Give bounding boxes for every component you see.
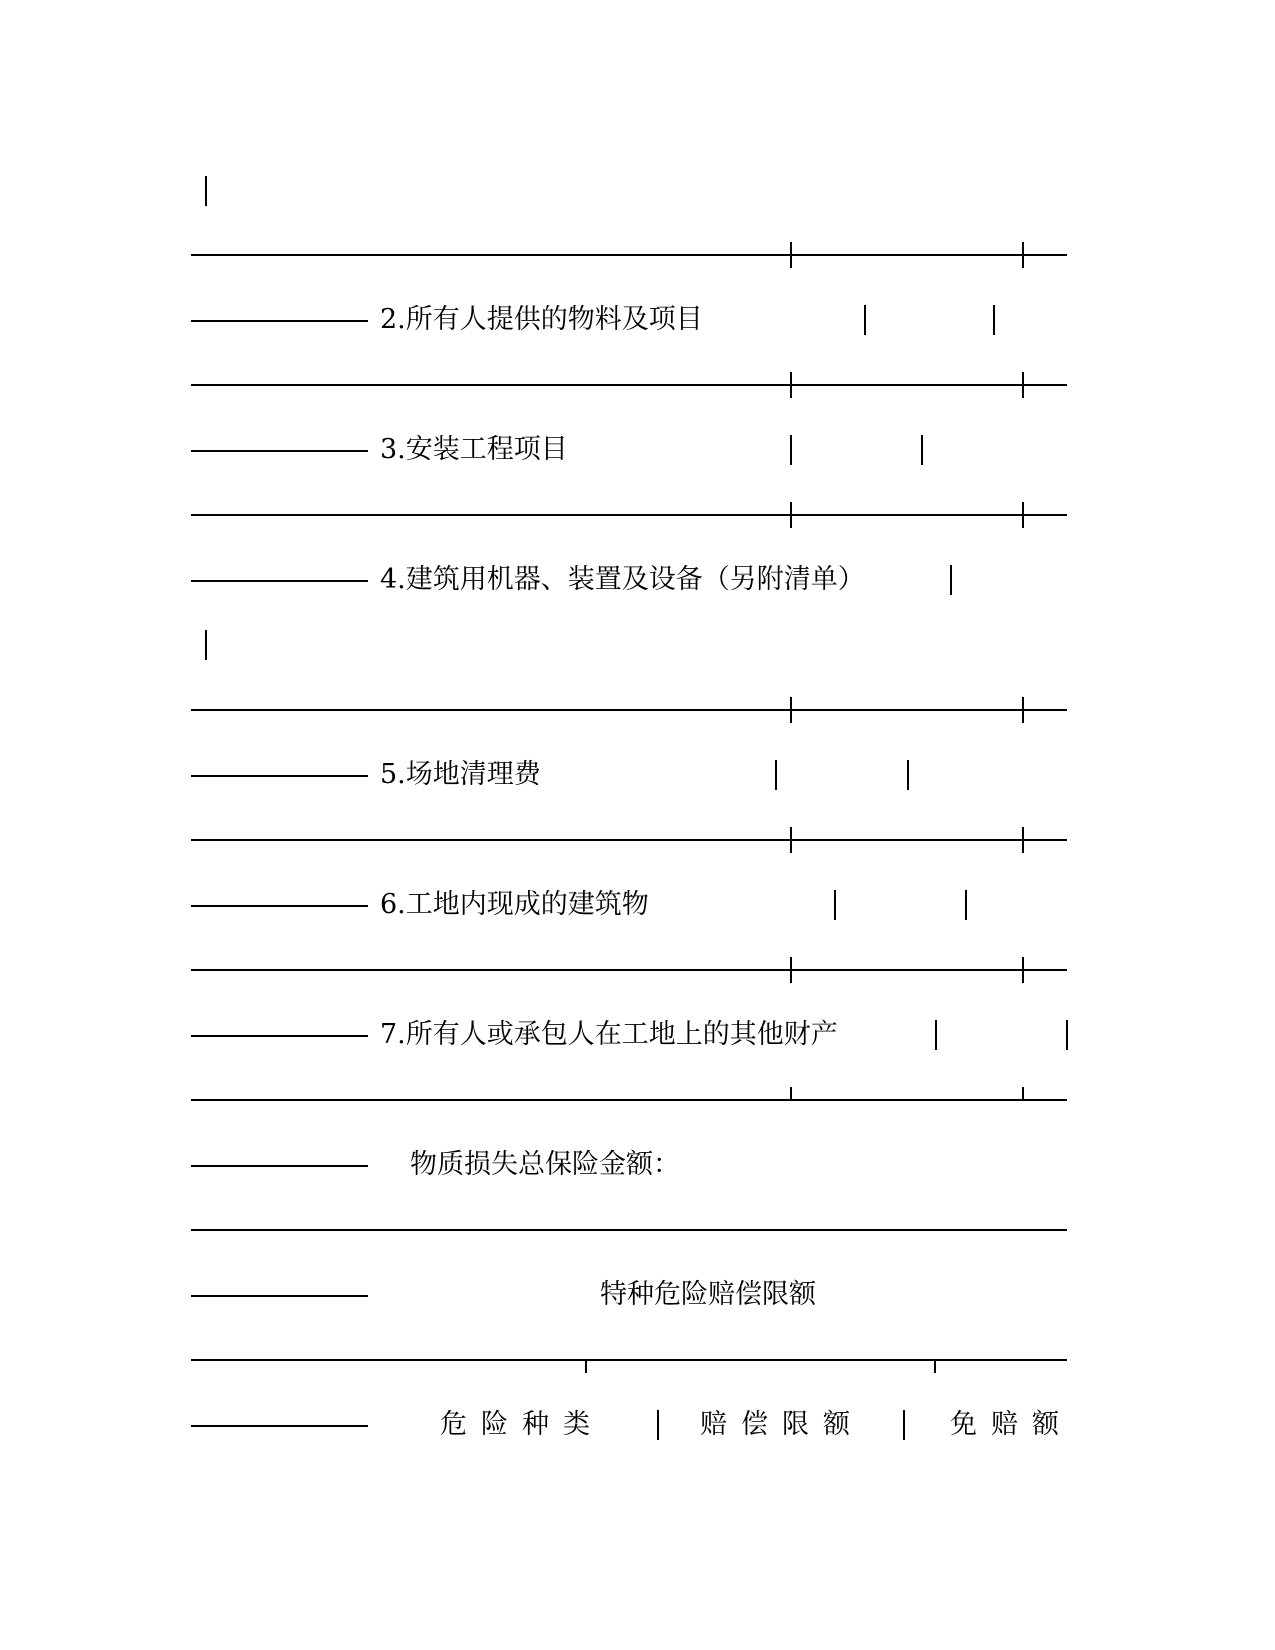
table-rule [191, 514, 1067, 516]
table-row-label: 7.所有人或承包人在工地上的其他财产 [380, 1019, 838, 1050]
table-cell-divider [864, 305, 866, 335]
row-leader-line [191, 450, 368, 452]
table-cell-divider [790, 435, 792, 465]
table-rule-tick [934, 1359, 936, 1373]
row-leader-line [191, 775, 368, 777]
table-cell-divider [1066, 1020, 1068, 1050]
table-rule [191, 254, 1067, 256]
table-row-label: 2.所有人提供的物料及项目 [380, 304, 703, 335]
table-rule-tick [1022, 957, 1024, 983]
table-rule-tick [585, 1359, 587, 1373]
column-header-deductible: 免赔额 [950, 1409, 1073, 1440]
table-cell-divider [965, 890, 967, 920]
table-border-bar [205, 176, 207, 206]
special-risk-title: 特种危险赔偿限额 [600, 1279, 816, 1310]
table-rule-tick [1022, 1087, 1024, 1101]
table-rule-tick [790, 957, 792, 983]
table-rule-tick [1022, 502, 1024, 528]
table-rule [191, 1229, 1067, 1231]
table-border-bar [205, 630, 207, 660]
row-leader-line [191, 580, 368, 582]
table-rule-tick [790, 242, 792, 268]
table-rule [191, 384, 1067, 386]
table-rule-tick [790, 697, 792, 723]
row-leader-line [191, 1425, 368, 1427]
table-rule-tick [790, 827, 792, 853]
table-rule-tick [1022, 827, 1024, 853]
table-cell-divider [935, 1020, 937, 1050]
table-rule [191, 709, 1067, 711]
table-cell-divider [903, 1410, 905, 1440]
table-rule-tick [790, 502, 792, 528]
table-cell-divider [657, 1410, 659, 1440]
table-rule [191, 839, 1067, 841]
table-cell-divider [950, 565, 952, 595]
table-rule-tick [1022, 372, 1024, 398]
table-rule-tick [1022, 242, 1024, 268]
table-cell-divider [834, 890, 836, 920]
table-row-label: 5.场地清理费 [380, 759, 541, 790]
total-insured-amount-label: 物质损失总保险金额： [410, 1149, 680, 1180]
row-leader-line [191, 320, 368, 322]
row-leader-line [191, 905, 368, 907]
table-rule [191, 1099, 1067, 1101]
table-rule-tick [790, 1087, 792, 1101]
table-row-label: 3.安装工程项目 [380, 434, 568, 465]
column-header-limit: 赔偿限额 [700, 1409, 864, 1440]
table-cell-divider [775, 760, 777, 790]
table-cell-divider [907, 760, 909, 790]
row-leader-line [191, 1035, 368, 1037]
table-rule-tick [790, 372, 792, 398]
column-header-risk-type: 危险种类 [440, 1409, 604, 1440]
table-row-label: 6.工地内现成的建筑物 [380, 889, 649, 920]
row-leader-line [191, 1295, 368, 1297]
table-cell-divider [993, 305, 995, 335]
table-cell-divider [921, 435, 923, 465]
table-row-label: 4.建筑用机器、装置及设备（另附清单） [380, 564, 865, 595]
table-rule [191, 969, 1067, 971]
row-leader-line [191, 1165, 368, 1167]
table-rule-tick [1022, 697, 1024, 723]
